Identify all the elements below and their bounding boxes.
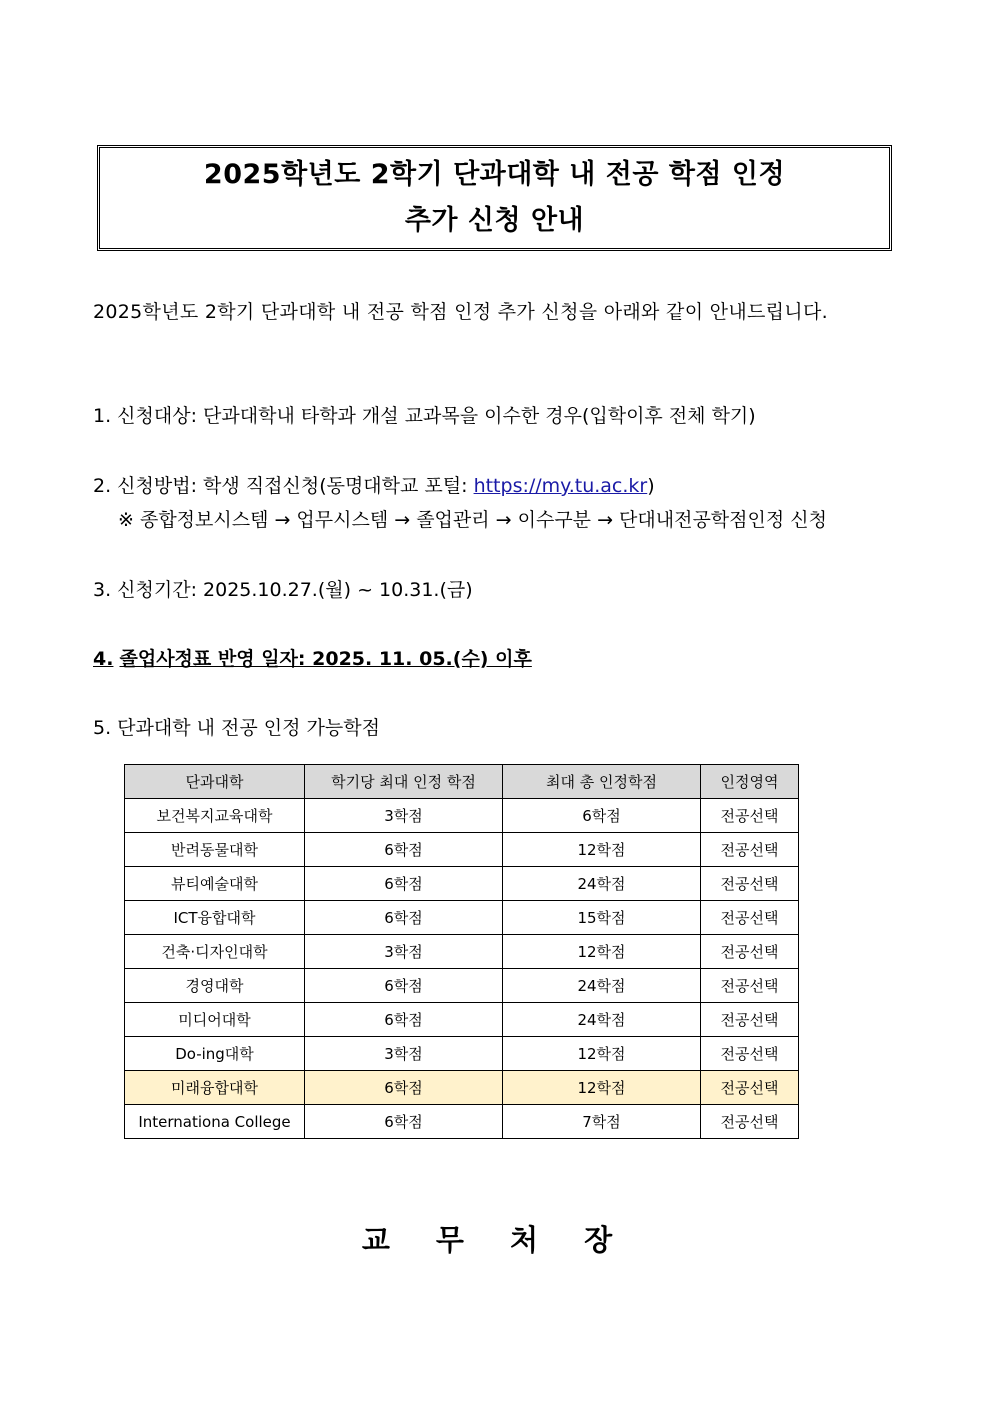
header-college: 단과대학 (125, 765, 305, 799)
table-row (125, 935, 799, 969)
cell-area: 전공선택 (701, 969, 799, 1003)
header-max-per-semester: 학기당 최대 인정 학점 (305, 765, 503, 799)
intro-paragraph: 2025학년도 2학기 단과대학 내 전공 학점 인정 추가 신청을 아래와 같이 안내드립니다. (93, 301, 828, 323)
title-box (97, 145, 892, 251)
cell-college: Internationa College (125, 1105, 305, 1139)
cell-area: 전공선택 (701, 1037, 799, 1071)
table-row (125, 1105, 799, 1139)
cell-college: ICT융합대학 (125, 901, 305, 935)
table-row (125, 1037, 799, 1071)
cell-max-per-semester: 6학점 (305, 867, 503, 901)
cell-max-per-semester: 6학점 (305, 969, 503, 1003)
cell-college: 뷰티예술대학 (125, 867, 305, 901)
cell-area: 전공선택 (701, 1071, 799, 1105)
item-4-number: 4. (93, 648, 114, 670)
table-row (125, 1003, 799, 1037)
cell-max-total: 12학점 (503, 833, 701, 867)
item-2-suffix: ) (647, 475, 655, 497)
cell-max-per-semester: 6학점 (305, 833, 503, 867)
credits-table (124, 764, 799, 1139)
table-row (125, 799, 799, 833)
table-row (125, 969, 799, 1003)
table-body (125, 799, 799, 1139)
cell-area: 전공선택 (701, 901, 799, 935)
cell-max-total: 24학점 (503, 867, 701, 901)
cell-area: 전공선택 (701, 1105, 799, 1139)
cell-max-total: 24학점 (503, 969, 701, 1003)
cell-max-per-semester: 3학점 (305, 1037, 503, 1071)
item-4-date (93, 643, 532, 675)
table-row (125, 1071, 799, 1105)
cell-college: 경영대학 (125, 969, 305, 1003)
table-row (125, 833, 799, 867)
table-header-row (125, 765, 799, 799)
cell-max-per-semester: 6학점 (305, 1003, 503, 1037)
item-2-note: ※ 종합정보시스템 → 업무시스템 → 졸업관리 → 이수구분 → 단대내전공학점인정 신청 (118, 509, 827, 531)
item-1-target: 1. 신청대상: 단과대학내 타학과 개설 교과목을 이수한 경우(입학이후 전체 학기) (93, 405, 756, 427)
cell-max-per-semester: 6학점 (305, 901, 503, 935)
cell-max-per-semester: 6학점 (305, 1071, 503, 1105)
header-area: 인정영역 (701, 765, 799, 799)
cell-max-total: 7학점 (503, 1105, 701, 1139)
item-3-period: 3. 신청기간: 2025.10.27.(월) ~ 10.31.(금) (93, 579, 473, 601)
header-max-total: 최대 총 인정학점 (503, 765, 701, 799)
item-5-heading: 5. 단과대학 내 전공 인정 가능학점 (93, 717, 380, 739)
cell-max-total: 12학점 (503, 935, 701, 969)
cell-area: 전공선택 (701, 799, 799, 833)
cell-max-total: 24학점 (503, 1003, 701, 1037)
cell-max-total: 15학점 (503, 901, 701, 935)
cell-area: 전공선택 (701, 867, 799, 901)
cell-college: Do-ing대학 (125, 1037, 305, 1071)
item-4-text: 졸업사정표 반영 일자: 2025. 11. 05.(수) 이후 (119, 648, 532, 670)
cell-college: 건축·디자인대학 (125, 935, 305, 969)
cell-max-per-semester: 3학점 (305, 935, 503, 969)
signature: 교 무 처 장 (361, 1223, 631, 1257)
title-line-1: 2025학년도 2학기 단과대학 내 전공 학점 인정 (203, 159, 786, 190)
cell-area: 전공선택 (701, 935, 799, 969)
portal-link[interactable]: https://my.tu.ac.kr (473, 475, 648, 497)
cell-max-per-semester: 3학점 (305, 799, 503, 833)
title-line-2: 추가 신청 안내 (404, 205, 585, 236)
cell-area: 전공선택 (701, 1003, 799, 1037)
cell-college: 반려동물대학 (125, 833, 305, 867)
table-row (125, 901, 799, 935)
table-row (125, 867, 799, 901)
cell-college: 보건복지교육대학 (125, 799, 305, 833)
cell-max-per-semester: 6학점 (305, 1105, 503, 1139)
item-2-method (93, 470, 655, 502)
cell-area: 전공선택 (701, 833, 799, 867)
cell-college: 미디어대학 (125, 1003, 305, 1037)
cell-max-total: 12학점 (503, 1037, 701, 1071)
cell-max-total: 6학점 (503, 799, 701, 833)
cell-college: 미래융합대학 (125, 1071, 305, 1105)
cell-max-total: 12학점 (503, 1071, 701, 1105)
item-2-prefix: 2. 신청방법: 학생 직접신청(동명대학교 포털: (93, 475, 474, 497)
